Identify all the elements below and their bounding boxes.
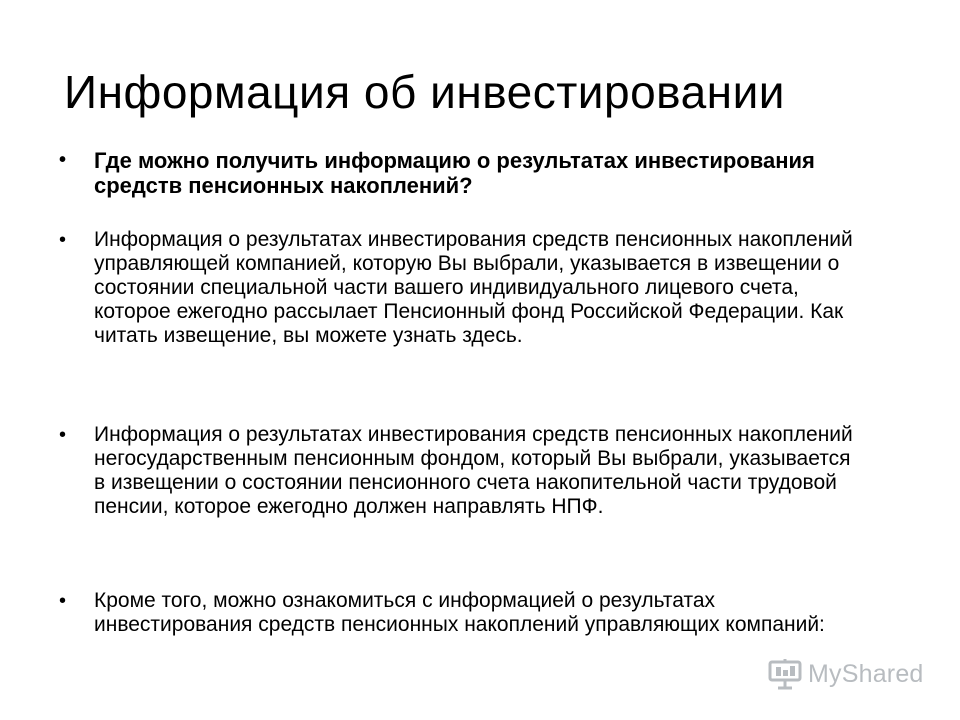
watermark-text: MyShared: [808, 660, 924, 688]
bullet-item-npf: [59, 423, 854, 519]
bullet-marker: •: [59, 424, 67, 446]
myshared-watermark: [768, 656, 928, 692]
bullet-marker: •: [59, 590, 67, 612]
bullet-text: Где можно получить информацию о результатах инвестирования средств пенсионных накоплений?: [94, 148, 815, 198]
bullet-item-additional: [59, 589, 854, 637]
bullet-item-question: [59, 148, 854, 198]
bullet-text: Информация о результатах инвестирования средств пенсионных накоплений управляющей компанией, которую Вы выбрали, указывается в извещении о состоянии специальной части вашего индивидуального лицевого счета, которое ежегодно рассылает Пенсионный фонд Российской Федерации. Как читать извещение, вы можете узнать здесь.: [94, 228, 853, 347]
bullet-marker: •: [59, 149, 67, 171]
bullet-marker: •: [59, 229, 67, 251]
bullet-text: Кроме того, можно ознакомиться с информацией о результатах инвестирования средств пенсионных накоплений управляющих компаний:: [94, 589, 825, 636]
bullet-text: Информация о результатах инвестирования средств пенсионных накоплений негосударственным пенсионным фондом, который Вы выбрали, указывается в извещении о состоянии пенсионного счета накопительной части трудовой пенсии, которое ежегодно должен направлять НПФ.: [94, 423, 853, 518]
slide-title: Информация об инвестировании: [64, 66, 785, 118]
presentation-board-icon: [768, 658, 802, 690]
bullet-item-management-company: [59, 228, 854, 348]
